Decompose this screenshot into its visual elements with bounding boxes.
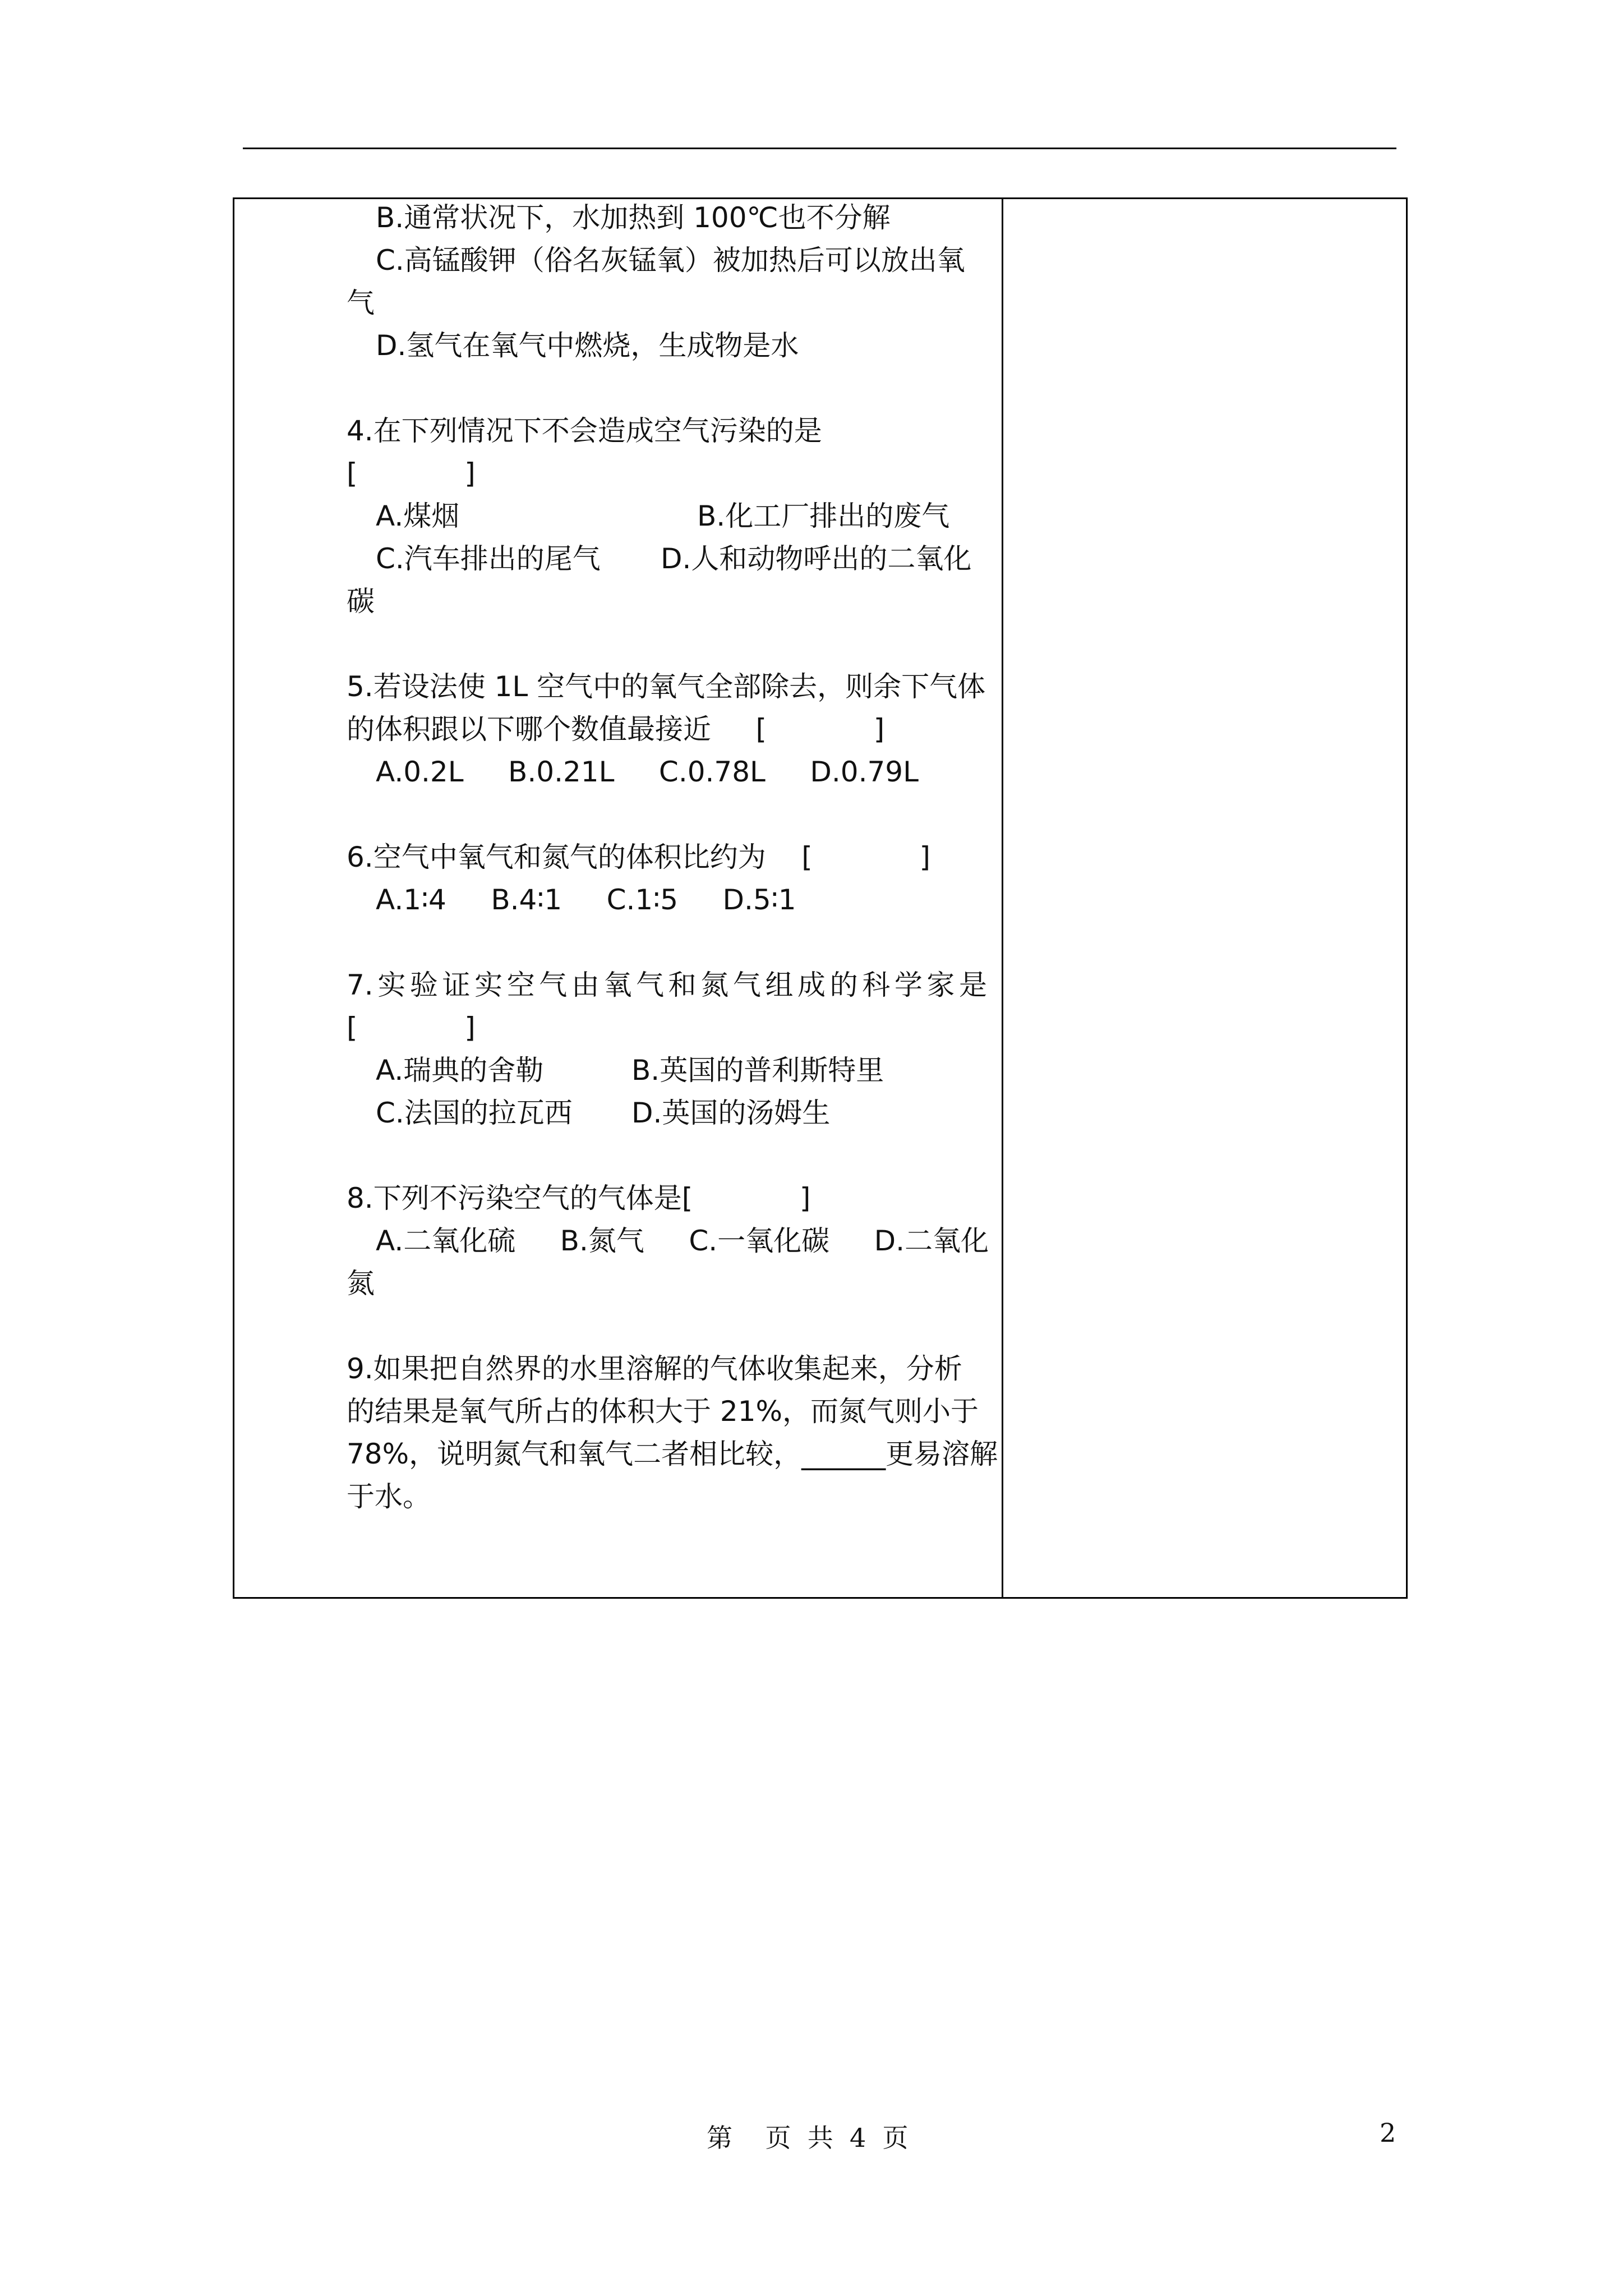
q9-line-1: 9.如果把自然界的水里溶解的气体收集起来，分析 (347, 1352, 962, 1385)
q7-answer-blank: [ ] (347, 1011, 476, 1044)
q4-answer-blank: [ ] (347, 457, 476, 490)
q7-stem-char: 的 (829, 969, 858, 1001)
q7-stem-char: 和 (668, 969, 697, 1001)
q9-line-4: 于水。 (347, 1480, 431, 1513)
q4-option-d: D.人和动物呼出的二氧化 (661, 542, 972, 575)
q8-options: A.二氧化硫 B.氮气 C.一氧化碳 D.二氧化 (376, 1225, 989, 1257)
q8-stem: 8.下列不污染空气的气体是[ ] (347, 1182, 811, 1214)
q7-option-d: D.英国的汤姆生 (631, 1097, 831, 1129)
q7-stem-char: 由 (571, 969, 600, 1001)
q4-option-a: A.煤烟 (376, 500, 460, 532)
q7-stem-char: 气 (732, 969, 761, 1001)
q7-stem-char: 验 (409, 969, 438, 1001)
footer-page-number: 2 (1380, 2118, 1396, 2148)
q3-option-c-cont: 气 (347, 287, 375, 319)
q5-options: A.0.2L B.0.21L C.0.78L D.0.79L (376, 756, 919, 788)
q9-line-2: 的结果是氧气所占的体积大于 21%，而氮气则小于 (347, 1395, 979, 1428)
q6-stem: 6.空气中氧气和氮气的体积比约为 [ ] (347, 841, 931, 873)
q7-stem-char: 科 (862, 969, 891, 1001)
header-rule (243, 148, 1396, 149)
q7-stem-char: 家 (926, 969, 955, 1001)
q7-stem-char: 学 (894, 969, 923, 1001)
q7-option-b: B.英国的普利斯特里 (631, 1054, 884, 1087)
q7-stem-char: 气 (636, 969, 665, 1001)
q6-options: A.1∶4 B.4∶1 C.1∶5 D.5∶1 (376, 884, 796, 916)
q7-stem-char: 成 (797, 969, 826, 1001)
q8-options-cont: 氮 (347, 1267, 375, 1300)
q7-stem (347, 964, 987, 1006)
q4-option-b: B.化工厂排出的废气 (697, 500, 950, 532)
q4-option-d-cont: 碳 (347, 585, 375, 618)
q7-stem-char: 空 (506, 969, 535, 1001)
q5-stem-cont: 的体积跟以下哪个数值最接近 [ ] (347, 713, 885, 746)
notes-cell (1003, 199, 1406, 1597)
questions-cell (347, 196, 1002, 1593)
q7-stem-char: 气 (539, 969, 568, 1001)
q4-stem: 4.在下列情况下不会造成空气污染的是 (347, 415, 822, 447)
q7-stem-char: 证 (442, 969, 471, 1001)
q5-stem: 5.若设法使 1L 空气中的氧气全部除去，则余下气体 (347, 670, 986, 703)
q9-line-3: 78%，说明氮气和氧气二者相比较，______更易溶解 (347, 1438, 998, 1470)
footer-page-text: 第 页 共 4 页 (707, 2123, 909, 2153)
q3-option-b: B.通常状况下，水加热到 100℃也不分解 (376, 201, 891, 234)
q7-stem-char: 氧 (603, 969, 632, 1001)
q7-stem-char: 实 (377, 969, 406, 1001)
q7-option-a: A.瑞典的舍勒 (376, 1054, 544, 1087)
q7-stem-char: 7. (347, 969, 374, 1001)
q7-stem-char: 组 (765, 969, 794, 1001)
q3-option-c: C.高锰酸钾（俗名灰锰氧）被加热后可以放出氧 (376, 244, 965, 277)
q7-stem-char: 是 (959, 969, 987, 1001)
q3-option-d: D.氢气在氧气中燃烧，生成物是水 (376, 329, 799, 362)
q7-stem-char: 氮 (700, 969, 729, 1001)
q7-stem-char: 实 (474, 969, 503, 1001)
q4-option-c: C.汽车排出的尾气 (376, 542, 601, 575)
q7-option-c: C.法国的拉瓦西 (376, 1097, 573, 1129)
